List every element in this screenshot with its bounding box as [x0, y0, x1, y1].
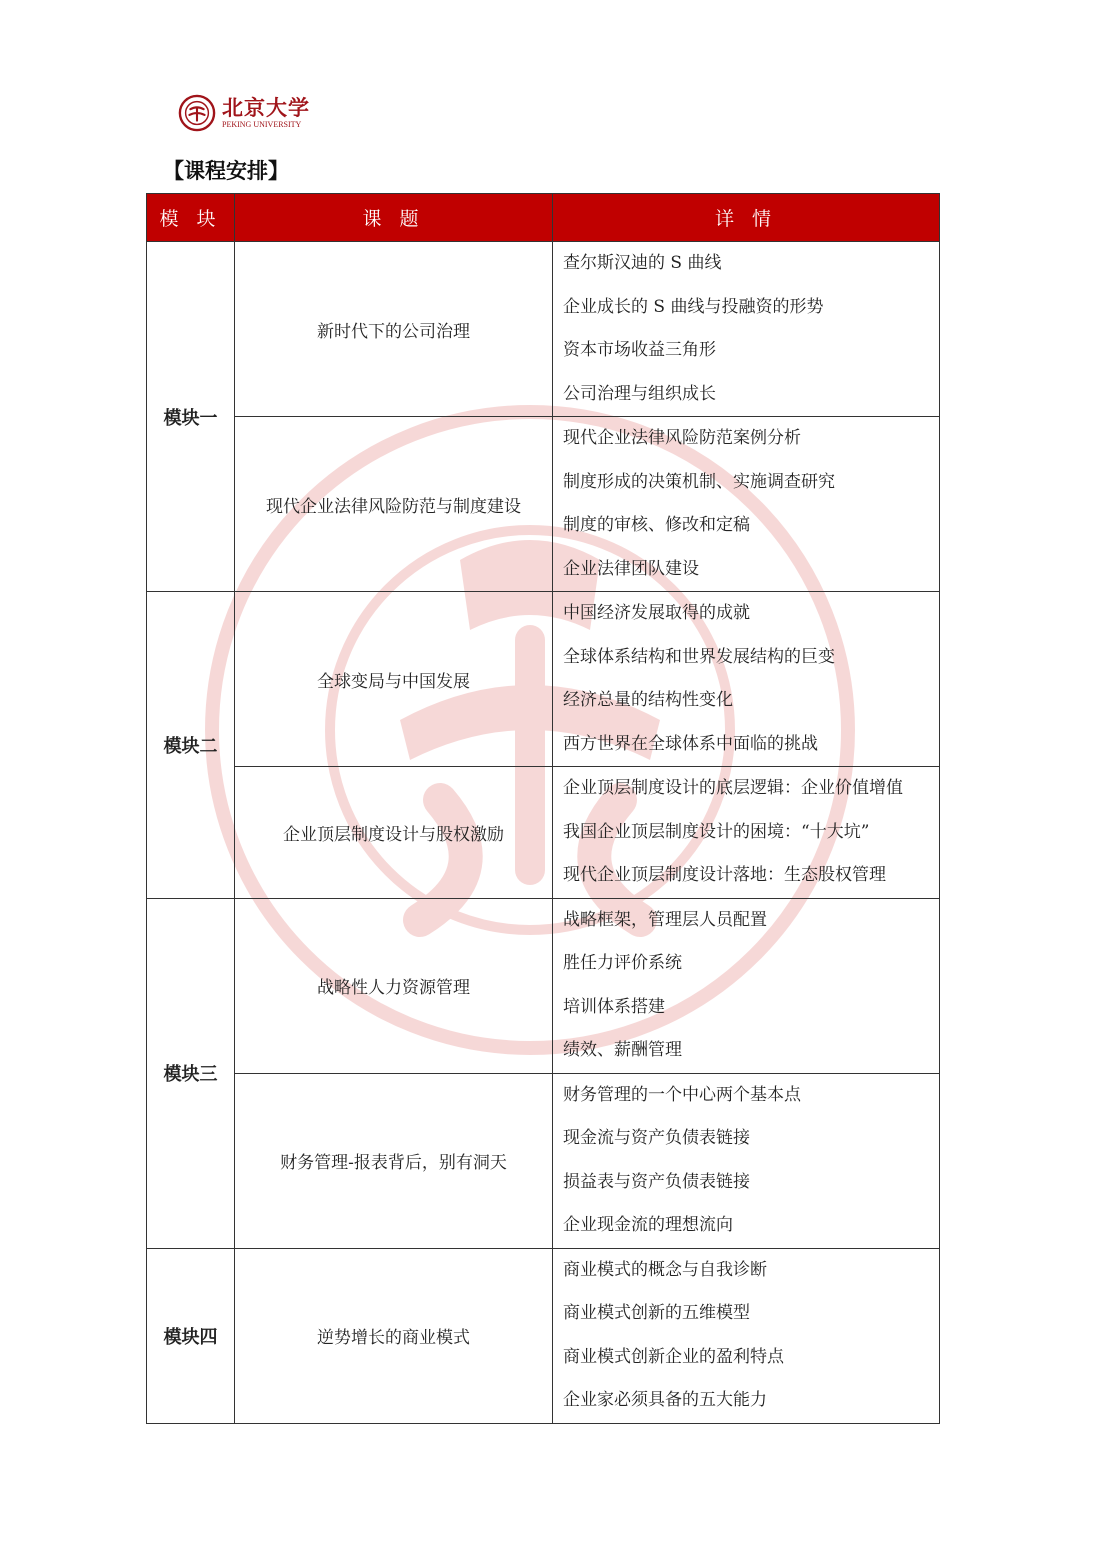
detail-item: 西方世界在全球体系中面临的挑战 — [563, 733, 818, 754]
detail-item: 商业模式创新的五维模型 — [563, 1303, 750, 1323]
detail-item: 经济总量的结构性变化 — [563, 690, 733, 710]
logo-name-cn: 北京大学 — [222, 95, 310, 120]
details-cell — [553, 592, 940, 767]
logo-name-en: PEKING UNIVERSITY — [222, 120, 302, 129]
detail-item: 企业法律团队建设 — [563, 558, 699, 579]
details-cell — [553, 898, 940, 1073]
detail-item: 企业家必须具备的五大能力 — [563, 1390, 767, 1410]
course-schedule-table — [146, 193, 940, 1424]
detail-item: 中国经济发展取得的成就 — [563, 603, 750, 623]
detail-item: 查尔斯汉迪的 S 曲线 — [563, 253, 722, 273]
table-header-row — [147, 194, 940, 242]
topic-cell: 全球变局与中国发展 — [235, 592, 553, 767]
pku-logo — [178, 92, 310, 134]
table-row — [147, 592, 940, 767]
details-cell — [553, 1073, 940, 1248]
topic-cell: 企业顶层制度设计与股权激励 — [235, 767, 553, 899]
detail-item: 企业成长的 S 曲线与投融资的形势 — [563, 296, 824, 317]
details-cell — [553, 242, 940, 417]
module-cell: 模块一 — [147, 242, 235, 592]
details-cell — [553, 417, 940, 592]
detail-item: 制度形成的决策机制、实施调查研究 — [563, 471, 835, 492]
topic-cell: 战略性人力资源管理 — [235, 898, 553, 1073]
detail-item: 商业模式的概念与自我诊断 — [563, 1259, 767, 1280]
detail-item: 培训体系搭建 — [563, 996, 665, 1017]
table-row — [147, 1073, 940, 1248]
details-cell — [553, 767, 940, 899]
detail-item: 企业顶层制度设计的底层逻辑：企业价值增值 — [563, 778, 903, 798]
section-title: 【课程安排】 — [163, 159, 289, 183]
pku-seal-icon — [178, 94, 216, 132]
detail-item: 现代企业法律风险防范案例分析 — [563, 428, 801, 448]
detail-item: 战略框架，管理层人员配置 — [563, 909, 767, 930]
module-cell: 模块三 — [147, 898, 235, 1248]
detail-item: 现代企业顶层制度设计落地：生态股权管理 — [563, 865, 886, 885]
topic-cell: 新时代下的公司治理 — [235, 242, 553, 417]
topic-cell: 逆势增长的商业模式 — [235, 1248, 553, 1423]
module-cell: 模块四 — [147, 1248, 235, 1423]
detail-item: 损益表与资产负债表链接 — [563, 1171, 750, 1192]
table-row — [147, 242, 940, 417]
table-row — [147, 767, 940, 899]
detail-item: 企业现金流的理想流向 — [563, 1215, 733, 1235]
header-topic: 课 题 — [235, 194, 553, 242]
detail-item: 制度的审核、修改和定稿 — [563, 515, 750, 535]
detail-item: 绩效、薪酬管理 — [563, 1040, 682, 1060]
table-row — [147, 417, 940, 592]
topic-cell: 财务管理-报表背后，别有洞天 — [235, 1073, 553, 1248]
header-module: 模 块 — [147, 194, 235, 242]
table-row — [147, 1248, 940, 1423]
header-details: 详 情 — [553, 194, 940, 242]
detail-item: 胜任力评价系统 — [563, 953, 682, 973]
details-cell — [553, 1248, 940, 1423]
module-cell: 模块二 — [147, 592, 235, 899]
topic-cell: 现代企业法律风险防范与制度建设 — [235, 417, 553, 592]
detail-item: 我国企业顶层制度设计的困境：“十大坑” — [563, 821, 870, 842]
detail-item: 现金流与资产负债表链接 — [563, 1128, 750, 1148]
detail-item: 公司治理与组织成长 — [563, 383, 716, 404]
detail-item: 全球体系结构和世界发展结构的巨变 — [563, 646, 835, 667]
detail-item: 资本市场收益三角形 — [563, 340, 716, 360]
table-row — [147, 898, 940, 1073]
detail-item: 商业模式创新企业的盈利特点 — [563, 1346, 784, 1367]
detail-item: 财务管理的一个中心两个基本点 — [563, 1084, 801, 1105]
